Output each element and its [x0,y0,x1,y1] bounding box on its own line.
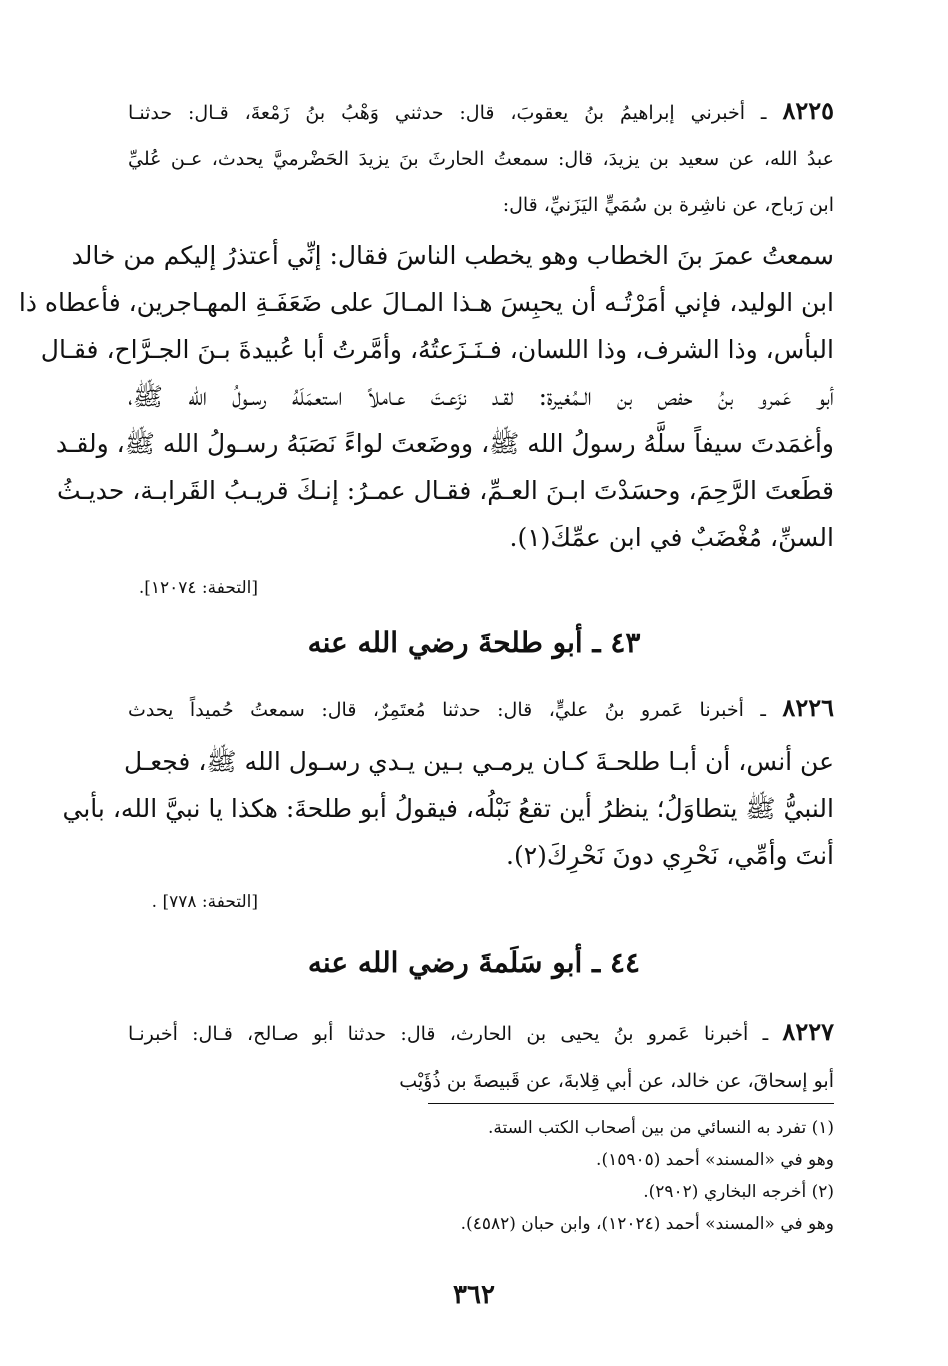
hadith-8227-isnad [128,1008,834,1105]
matn-line: عن أنس، أن أبـا طلحـةَ كـان يرمـي بـين يـدي رسـول الله ﷺ، فجعـل [123,747,834,776]
hadith-number: ٨٢٢٥ [782,96,834,125]
matn-line: أنتَ وأمِّي، نَحْرِي دونَ نَحْرِكَ(٢). [506,841,834,870]
page-number: ٣٦٢ [453,1280,495,1310]
footnote-separator [428,1103,834,1104]
matn-line: البأس، وذا الشرف، وذا اللسان، فـنَـزَعتُهُ، وأمَّرتُ أبا عُبيدةَ بـنَ الجـرَّاح، فقـال [40,335,834,364]
matn-line: أبو عَمرو بنُ حفص بن الـمُغيرة: لقـد نزَعـتَ عـاملاً استعمَلَهُ رسـولُ الله ﷺ، [128,382,834,411]
section-heading: ٤٣ ـ أبو طلحةَ رضي الله عنه [307,626,641,659]
hadith-8225-matn [18,232,834,561]
section-heading: ٤٤ ـ أبو سَلَمةَ رضي الله عنه [307,946,641,979]
hadith-8225-isnad [128,88,834,228]
hadith-number: ٨٢٢٦ [782,693,834,722]
footnote-line: (١) تفرد به النسائي من بين أصحاب الكتب الستة. [487,1118,834,1138]
matn-line: قطَعتَ الرَّحِمَ، وحسَدْتَ ابـنَ العـمِّ، فقـال عمـرُ: إنـكَ قريـبُ القَرابـة، حديـثُ [56,476,834,505]
hadith-8226-matn [62,738,834,879]
hadith-number: ٨٢٢٧ [782,1017,834,1046]
tuhfa-reference: [التحفة: ١٢٠٧٤]. [138,578,258,598]
footnote-line: وهو في «المسند» أحمد (١٢٠٢٤)، وابن حبان (٤٥٨٢). [460,1214,834,1234]
hadith-8227-isnad-line-2: أبو إسحاقَ، عن خالد، عن أبي قِلابةَ، عن قَبيصةَ بن ذُؤَيْب [399,1070,834,1092]
matn-line: وأغمَدتَ سيفاً سلَّهُ رسولُ الله ﷺ، ووضَعتَ لواءً نَصَبَهُ رسـولُ الله ﷺ، ولقـد [55,429,834,458]
hadith-8227-isnad-line-1: ٨٢٢٧ ـ أخبرنا عَمرو بنُ يحيى بن الحارث، قال: حدثنا أبو صـالح، قـال: أخبرنـا [128,1017,834,1046]
tuhfa-reference: [التحفة: ٧٧٨] . [151,892,258,912]
footnote-line: (٢) أخرجه البخاري (٢٩٠٢). [643,1182,834,1202]
matn-line: ابن الوليد، فإني أمَرْتُـه أن يحبِسَ هـذا المـالَ على ضَعَفَـةِ المهـاجرين، فأعطاه ذا [18,288,834,317]
matn-line: السنِّ، مُغْضَبٌ في ابن عمِّكَ(١). [509,523,834,552]
hadith-8226-isnad-line: ٨٢٢٦ ـ أخبرنا عَمرو بنُ عليٍّ، قال: حدثنا مُعتَمِرٌ، قال: سمعتُ حُميداً يحدث [128,693,834,722]
matn-line: سمعتُ عمرَ بنَ الخطاب وهو يخطب الناسَ فقال: إنِّي أعتذرُ إليكم من خالد [71,241,834,270]
hadith-8226-isnad [128,688,834,730]
matn-line: النبيُّ ﷺ يتطاوَلُ؛ ينظرُ أين تقعُ نَبْلُه، فيقولُ أبو طلحةَ: هكذا يا نبيَّ الله، بأبي [62,794,834,823]
hadith-8225-isnad-line-3: ابن رَباح، عن ناشِرة بن سُمَيٍّ اليَزَنيِّ، قال: [502,194,834,216]
footnote-line: وهو في «المسند» أحمد (١٥٩٠٥). [596,1150,834,1170]
hadith-8225-isnad-line-2: عبدُ الله، عن سعيد بن يزيدَ، قال: سمعتُ الحارثَ بنَ يزيدَ الحَضْرميَّ يحدث، عـن عُليِّ [128,148,834,170]
hadith-8225-isnad-line-1: ٨٢٢٥ ـ أخبرني إبراهيمُ بنُ يعقوبَ، قال: حدثني وَهْبُ بنُ زَمْعةَ، قـال: حدثنـا [128,96,834,125]
